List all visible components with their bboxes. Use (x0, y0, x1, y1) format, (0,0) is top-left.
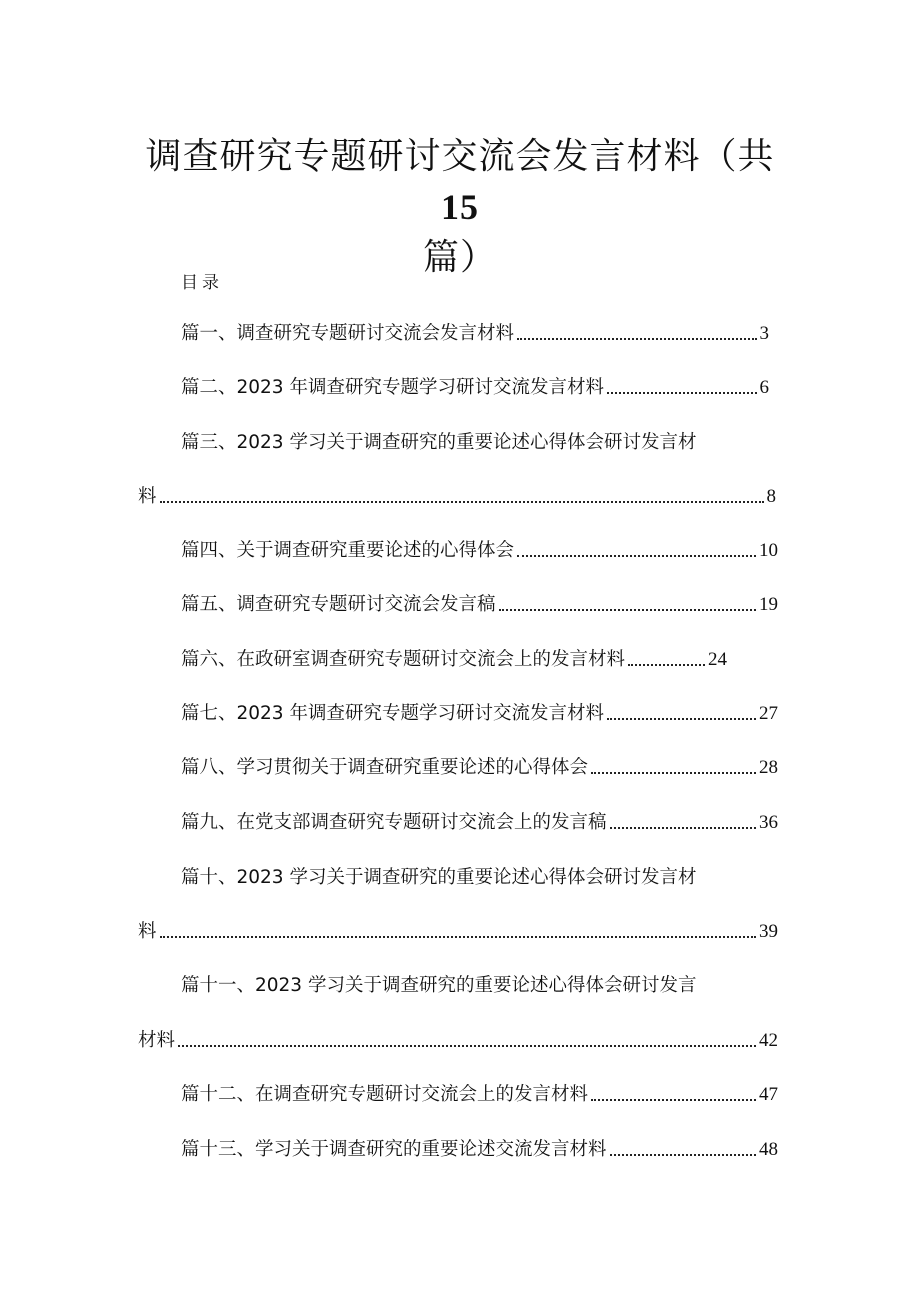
dot-leader (610, 827, 756, 829)
toc-entry-label: 篇十三、学习关于调查研究的重要论述交流发言材料 (181, 1139, 607, 1160)
toc-entry-page: 28 (759, 757, 778, 778)
dot-leader (499, 609, 756, 611)
dot-leader (607, 718, 756, 720)
toc-entry[interactable] (181, 1083, 778, 1107)
toc-entry-label: 篇二、2023 年调查研究专题学习研讨交流发言材料 (181, 377, 604, 398)
toc-entry-label: 篇六、在政研室调查研究专题研讨交流会上的发言材料 (181, 649, 626, 670)
toc-entry[interactable] (181, 322, 769, 346)
dot-leader (160, 936, 756, 938)
dot-leader (591, 772, 756, 774)
toc-entry[interactable] (181, 539, 778, 563)
toc-entry-page: 27 (759, 703, 778, 724)
toc-entry-label: 篇五、调查研究专题研讨交流会发言稿 (181, 594, 496, 615)
toc-entry-label: 篇八、学习贯彻关于调查研究重要论述的心得体会 (181, 757, 589, 778)
toc-entry[interactable] (138, 1029, 778, 1053)
title-main: 调查研究专题研讨交流会发言材料（共 (145, 136, 775, 177)
toc-entry[interactable] (181, 648, 727, 672)
toc-entry[interactable] (181, 756, 778, 780)
toc-entry-page: 3 (759, 323, 769, 344)
toc-entry-line1[interactable]: 篇十、2023 学习关于调查研究的重要论述心得体会研讨发言材 (181, 867, 697, 888)
dot-leader (610, 1154, 756, 1156)
toc-entry-page: 19 (759, 594, 778, 615)
toc-entry-line1[interactable]: 篇十一、2023 学习关于调查研究的重要论述心得体会研讨发言 (181, 975, 697, 996)
toc-entry-line1[interactable]: 篇三、2023 学习关于调查研究的重要论述心得体会研讨发言材 (181, 432, 697, 453)
toc-entry-page: 8 (766, 486, 776, 507)
toc-entry[interactable] (181, 811, 778, 835)
toc-entry[interactable] (181, 702, 778, 726)
toc-entry-page: 36 (759, 812, 778, 833)
toc-entry-page: 10 (759, 540, 778, 561)
toc-entry-label: 料 (138, 921, 157, 942)
toc-entry-page: 48 (759, 1139, 778, 1160)
toc-entry[interactable] (138, 920, 778, 944)
dot-leader (160, 501, 764, 503)
dot-leader (517, 555, 756, 557)
toc-entry-label: 材料 (138, 1030, 176, 1051)
toc-entry-label: 篇十二、在调查研究专题研讨交流会上的发言材料 (181, 1084, 589, 1105)
toc-entry[interactable] (181, 1138, 778, 1162)
dot-leader (178, 1045, 756, 1047)
toc-entry-page: 24 (708, 649, 727, 670)
dot-leader (607, 392, 757, 394)
toc-entry-label: 篇七、2023 年调查研究专题学习研讨交流发言材料 (181, 703, 604, 724)
title-count: 15 (441, 187, 479, 227)
toc-entry[interactable] (181, 376, 769, 400)
toc-entry[interactable] (181, 593, 778, 617)
toc-entry-label: 篇一、调查研究专题研讨交流会发言材料 (181, 323, 515, 344)
toc-entry-page: 42 (759, 1030, 778, 1051)
toc-entry[interactable] (138, 485, 776, 509)
toc-entry-label: 篇九、在党支部调查研究专题研讨交流会上的发言稿 (181, 812, 607, 833)
toc-entry-label: 篇四、关于调查研究重要论述的心得体会 (181, 540, 515, 561)
toc-entry-page: 47 (759, 1084, 778, 1105)
title-end: 篇） (422, 237, 497, 278)
dot-leader (591, 1099, 756, 1101)
toc-entry-page: 6 (759, 377, 769, 398)
dot-leader (517, 338, 756, 340)
toc-entry-label: 料 (138, 486, 157, 507)
dot-leader (628, 664, 705, 666)
toc-heading: 目录 (181, 273, 223, 293)
toc-entry-page: 39 (759, 921, 778, 942)
